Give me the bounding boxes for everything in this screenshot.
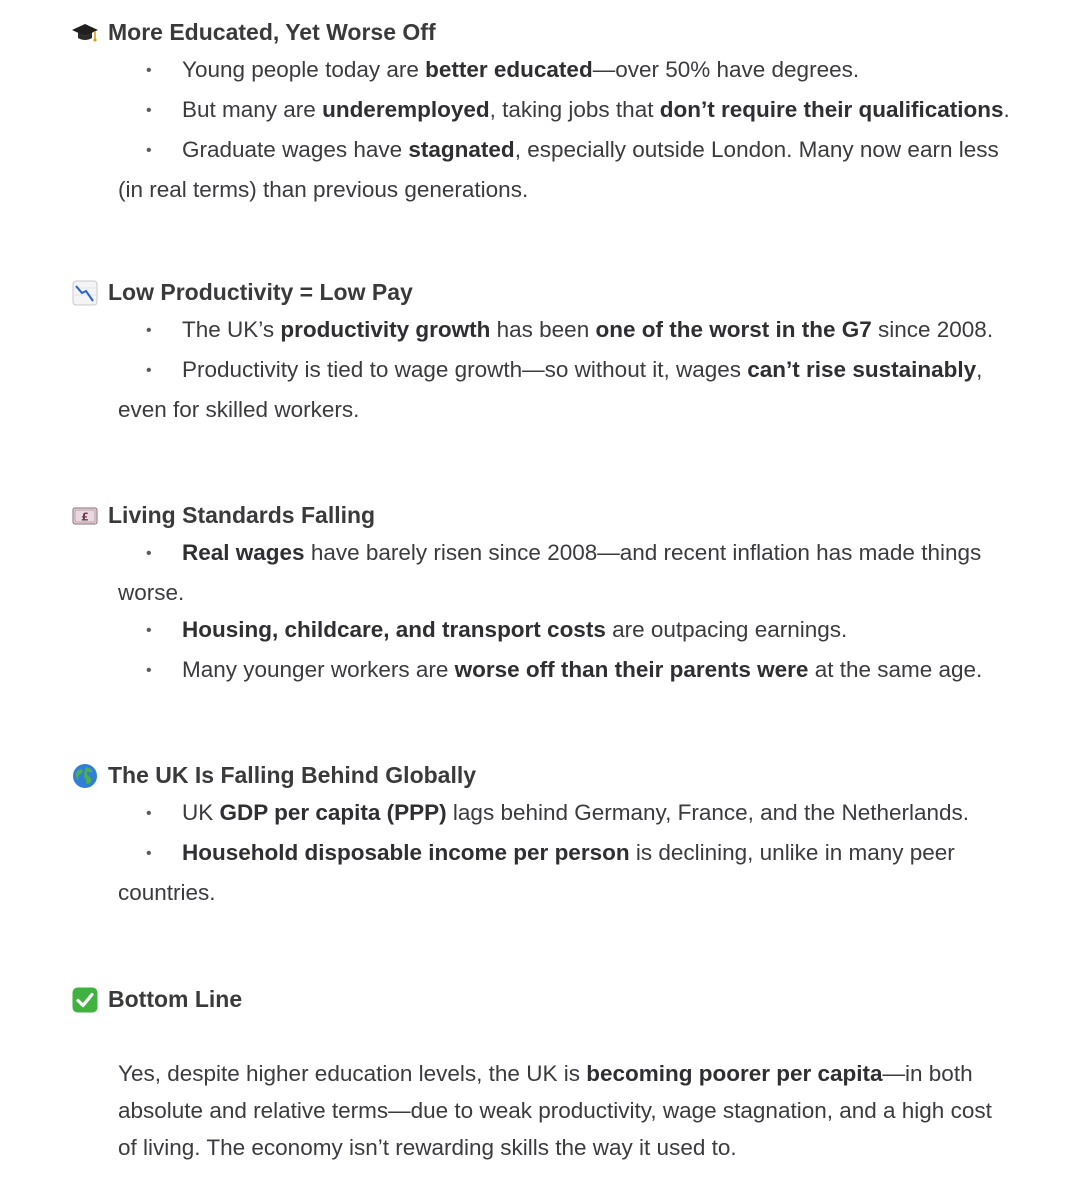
list-item: • Graduate wages have stagnated, especially outside London. Many now earn less (in real terms) than previous generations. — [118, 137, 999, 202]
svg-text:£: £ — [81, 510, 89, 523]
section-heading-bottom-line — [71, 981, 242, 1018]
bullet-list-global — [118, 794, 1018, 911]
bullet-list-living-standards — [118, 534, 1018, 691]
heading-text: Bottom Line — [108, 986, 243, 1012]
list-item: • Real wages have barely risen since 2008—and recent inflation has made things worse. — [118, 540, 982, 605]
check-mark-button-icon — [71, 986, 99, 1014]
heading-text: The UK Is Falling Behind Globally — [108, 762, 477, 788]
heading-text: Living Standards Falling — [108, 502, 376, 528]
bullet-list-education — [118, 51, 1018, 208]
heading-text: More Educated, Yet Worse Off — [108, 19, 436, 45]
list-item: • Young people today are better educated—over 50% have degrees. — [146, 57, 860, 82]
section-heading-global — [71, 757, 476, 794]
heading-text: Low Productivity = Low Pay — [108, 279, 413, 305]
section-heading-education — [71, 14, 436, 51]
list-item: • But many are underemployed, taking jobs that don’t require their qualifications. — [146, 97, 1010, 122]
globe-icon — [71, 762, 99, 790]
list-item: • Household disposable income per person is declining, unlike in many peer countries. — [118, 840, 955, 905]
list-item: • Housing, childcare, and transport costs are outpacing earnings. — [146, 617, 848, 642]
chart-decreasing-icon — [71, 279, 99, 307]
list-item: • UK GDP per capita (PPP) lags behind Germany, France, and the Netherlands. — [146, 800, 970, 825]
pound-banknote-icon — [71, 502, 99, 530]
list-item: • Many younger workers are worse off than their parents were at the same age. — [146, 657, 983, 682]
section-heading-productivity — [71, 274, 413, 311]
section-heading-living-standards — [71, 497, 375, 534]
list-item: • The UK’s productivity growth has been one of the worst in the G7 since 2008. — [146, 317, 994, 342]
graduation-cap-icon — [71, 19, 99, 47]
list-item: • Productivity is tied to wage growth—so without it, wages can’t rise sustainably, even for skilled workers. — [118, 357, 983, 422]
bullet-list-productivity — [118, 311, 1018, 428]
bottom-line-paragraph: Yes, despite higher education levels, the UK is becoming poorer per capita—in both absolute and relative terms—due to weak productivity, wage stagnation, and a high cost of living. The economy isn’t rewarding skills the way it used to. — [118, 1061, 992, 1160]
